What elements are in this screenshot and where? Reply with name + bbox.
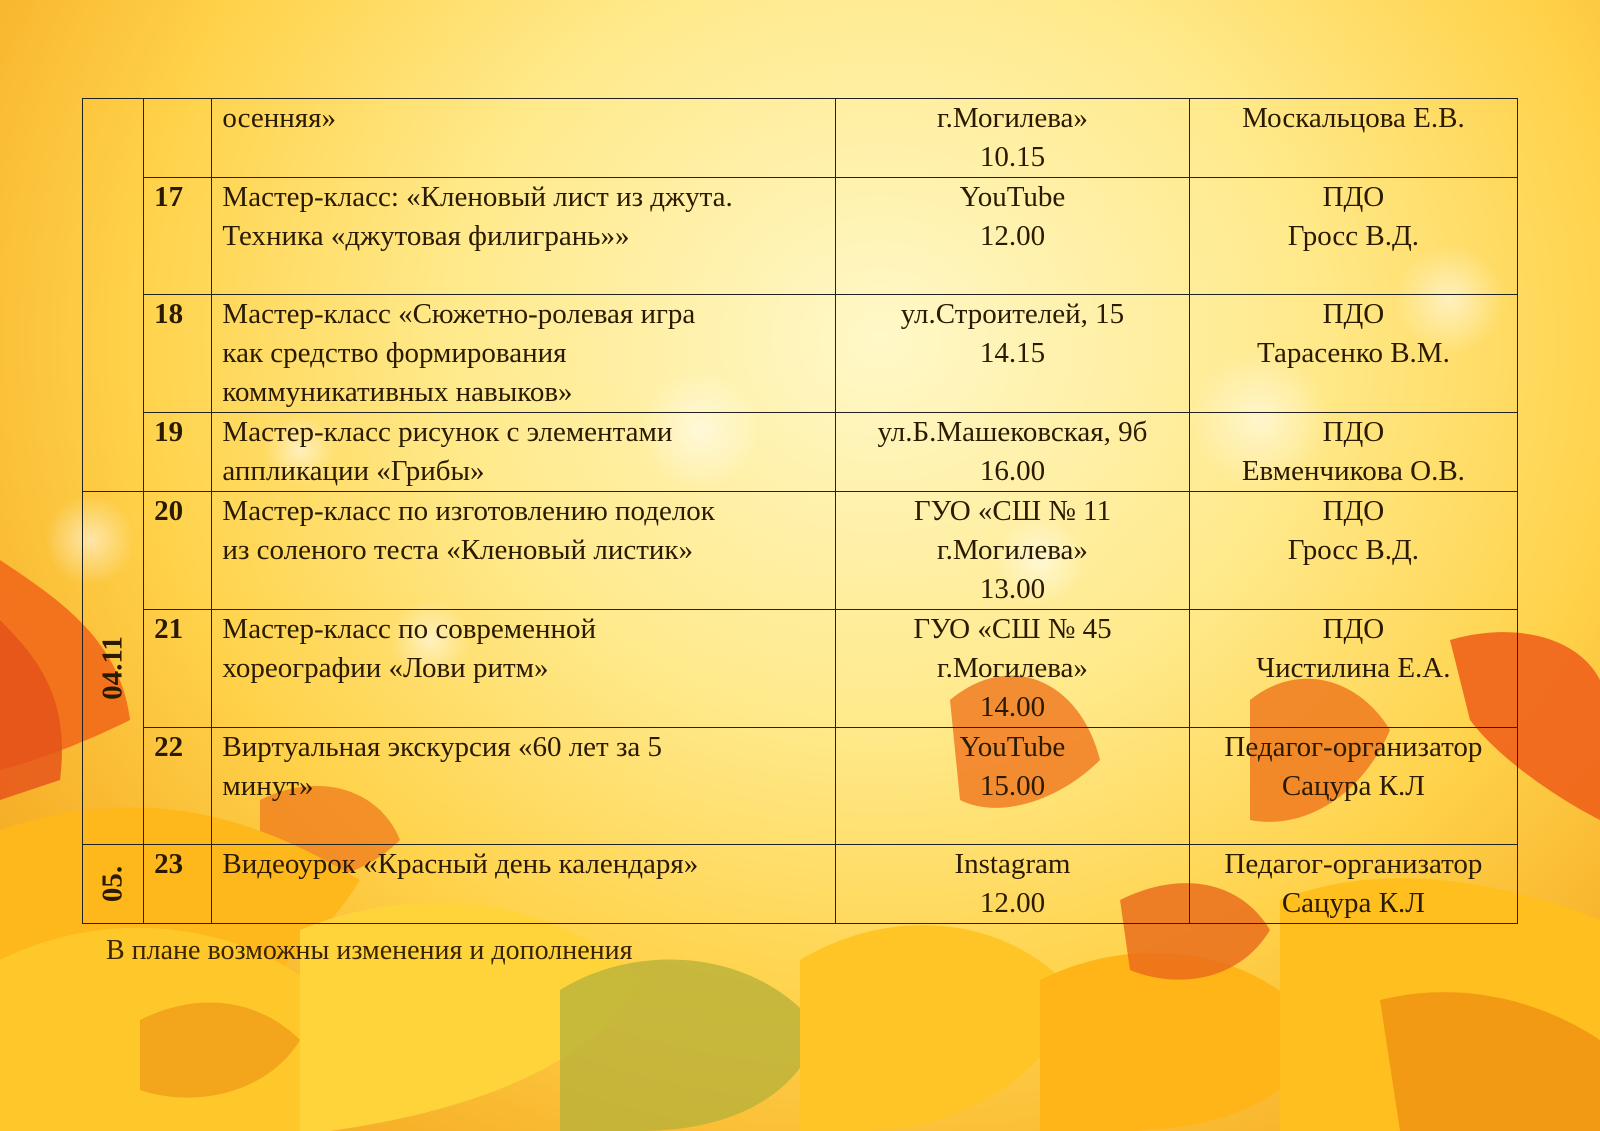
person-line: Евменчикова О.В. bbox=[1241, 455, 1465, 487]
schedule-table bbox=[82, 98, 1518, 924]
event-line: Техника «джутовая филигрань»» bbox=[222, 220, 630, 252]
person-line: Чистилина Е.А. bbox=[1256, 652, 1451, 684]
row-number: 23 bbox=[144, 845, 212, 924]
place-line: Instagram bbox=[954, 848, 1071, 880]
event-line: хореографии «Лови ритм» bbox=[222, 652, 549, 684]
event-line: минут» bbox=[222, 770, 314, 802]
event-line: коммуникативных навыков» bbox=[222, 376, 573, 408]
event-cell bbox=[212, 845, 836, 924]
date-cell bbox=[83, 845, 144, 924]
place-line: 16.00 bbox=[979, 455, 1046, 487]
event-line: Виртуальная экскурсия «60 лет за 5 bbox=[222, 731, 663, 763]
place-line: YouTube bbox=[959, 731, 1066, 763]
place-line: г.Могилева» bbox=[937, 652, 1088, 684]
table-row bbox=[83, 413, 1518, 492]
date-cell-blank bbox=[83, 99, 144, 492]
place-time-cell bbox=[836, 610, 1190, 728]
person-line: Москальцова Е.В. bbox=[1242, 102, 1465, 134]
person-line: Сацура К.Л bbox=[1281, 887, 1425, 919]
event-line: как средство формирования bbox=[222, 337, 567, 369]
table-row bbox=[83, 492, 1518, 610]
row-number bbox=[144, 99, 212, 178]
date-cell bbox=[83, 492, 144, 845]
event-cell bbox=[212, 492, 836, 610]
responsible-cell bbox=[1189, 99, 1517, 178]
responsible-cell bbox=[1189, 610, 1517, 728]
event-line: Мастер-класс: «Кленовый лист из джута. bbox=[222, 181, 733, 213]
place-line: ГУО «СШ № 11 bbox=[913, 495, 1112, 527]
place-line: ул.Строителей, 15 bbox=[900, 298, 1125, 330]
table-row bbox=[83, 99, 1518, 178]
place-line: 15.00 bbox=[979, 770, 1046, 802]
event-line: аппликации «Грибы» bbox=[222, 455, 485, 487]
place-time-cell bbox=[836, 413, 1190, 492]
place-line: 12.00 bbox=[979, 887, 1046, 919]
event-line: Мастер-класс рисунок с элементами bbox=[222, 416, 673, 448]
responsible-cell bbox=[1189, 413, 1517, 492]
person-line: ПДО bbox=[1322, 416, 1385, 448]
responsible-cell bbox=[1189, 728, 1517, 845]
place-time-cell bbox=[836, 178, 1190, 295]
event-cell bbox=[212, 728, 836, 845]
person-line: Гросс В.Д. bbox=[1287, 534, 1420, 566]
person-line: Сацура К.Л bbox=[1281, 770, 1425, 802]
event-line: Мастер-класс по современной bbox=[222, 613, 597, 645]
event-line: Видеоурок «Красный день календаря» bbox=[222, 848, 699, 880]
event-line: осенняя» bbox=[222, 102, 336, 134]
row-number: 20 bbox=[144, 492, 212, 610]
place-time-cell bbox=[836, 295, 1190, 413]
row-number: 19 bbox=[144, 413, 212, 492]
table-row bbox=[83, 610, 1518, 728]
responsible-cell bbox=[1189, 295, 1517, 413]
row-number: 18 bbox=[144, 295, 212, 413]
footnote: В плане возможны изменения и дополнения bbox=[106, 935, 633, 966]
responsible-cell bbox=[1189, 492, 1517, 610]
event-line: Мастер-класс «Сюжетно-ролевая игра bbox=[222, 298, 696, 330]
person-line: ПДО bbox=[1322, 298, 1385, 330]
responsible-cell bbox=[1189, 845, 1517, 924]
person-line: Педагог-организатор bbox=[1224, 731, 1483, 763]
schedule-body bbox=[83, 99, 1518, 924]
row-number: 22 bbox=[144, 728, 212, 845]
event-cell bbox=[212, 178, 836, 295]
person-line: ПДО bbox=[1322, 495, 1385, 527]
row-number: 17 bbox=[144, 178, 212, 295]
place-line: 10.15 bbox=[979, 141, 1046, 173]
event-cell bbox=[212, 610, 836, 728]
place-line: ул.Б.Машековская, 9б bbox=[877, 416, 1148, 448]
place-time-cell bbox=[836, 728, 1190, 845]
person-line: Тарасенко В.М. bbox=[1256, 337, 1450, 369]
place-line: ГУО «СШ № 45 bbox=[913, 613, 1112, 645]
place-line: г.Могилева» bbox=[937, 534, 1088, 566]
table-row bbox=[83, 295, 1518, 413]
event-cell bbox=[212, 413, 836, 492]
person-line: Педагог-организатор bbox=[1224, 848, 1483, 880]
date-label: 05. bbox=[96, 865, 129, 903]
person-line: Гросс В.Д. bbox=[1287, 220, 1420, 252]
place-line: 14.15 bbox=[979, 337, 1046, 369]
date-label: 04.11 bbox=[96, 636, 129, 700]
person-line: ПДО bbox=[1322, 181, 1385, 213]
event-cell bbox=[212, 99, 836, 178]
event-line: Мастер-класс по изготовлению поделок bbox=[222, 495, 715, 527]
schedule-wrapper bbox=[82, 98, 1518, 924]
table-row bbox=[83, 728, 1518, 845]
person-line: ПДО bbox=[1322, 613, 1385, 645]
place-time-cell bbox=[836, 845, 1190, 924]
place-line: г.Могилева» bbox=[937, 102, 1088, 134]
place-line: 14.00 bbox=[979, 691, 1046, 723]
table-row bbox=[83, 178, 1518, 295]
place-time-cell bbox=[836, 492, 1190, 610]
place-time-cell bbox=[836, 99, 1190, 178]
event-cell bbox=[212, 295, 836, 413]
responsible-cell bbox=[1189, 178, 1517, 295]
place-line: YouTube bbox=[959, 181, 1066, 213]
event-line: из соленого теста «Кленовый листик» bbox=[222, 534, 694, 566]
row-number: 21 bbox=[144, 610, 212, 728]
place-line: 13.00 bbox=[979, 573, 1046, 605]
place-line: 12.00 bbox=[979, 220, 1046, 252]
table-row bbox=[83, 845, 1518, 924]
